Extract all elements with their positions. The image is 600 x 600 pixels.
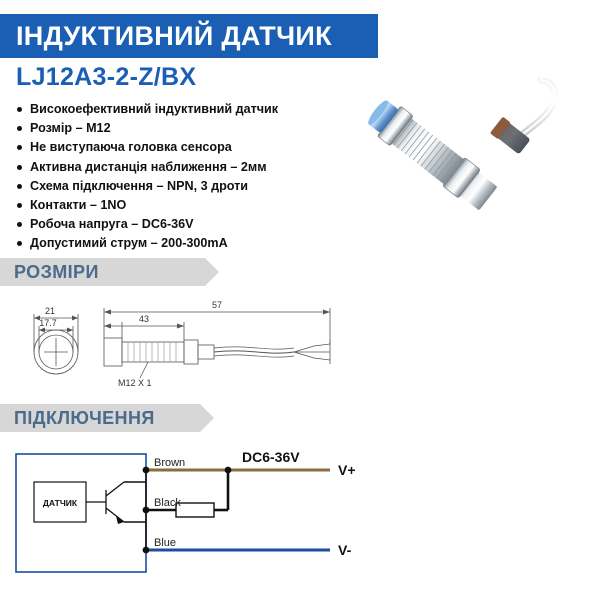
section-banner-dimensions bbox=[0, 258, 205, 286]
terminal-negative: V- bbox=[338, 542, 352, 558]
page-title: ІНДУКТИВНИЙ ДАТЧИК bbox=[16, 21, 332, 51]
banner-arrow-icon bbox=[200, 404, 214, 432]
terminal-positive: V+ bbox=[338, 462, 356, 478]
dim-body-length: 43 bbox=[138, 314, 150, 324]
dim-front-inner: 17.7 bbox=[39, 318, 57, 328]
dimensions-drawing bbox=[8, 290, 368, 400]
supply-voltage-label: DC6-36V bbox=[242, 449, 300, 465]
dim-front-width: 21 bbox=[44, 306, 56, 316]
list-item: Не виступаюча головка сенсора bbox=[14, 138, 364, 157]
model-number: LJ12A3-2-Z/BX bbox=[16, 63, 197, 91]
section-title-dimensions: РОЗМІРИ bbox=[14, 262, 99, 282]
dim-total-length: 57 bbox=[211, 300, 223, 310]
wire-label-brown: Brown bbox=[154, 457, 186, 469]
list-item: Схема підключення – NPN, 3 дроти bbox=[14, 177, 364, 196]
list-item: Робоча напруга – DC6-36V bbox=[14, 215, 364, 234]
section-banner-wiring bbox=[0, 404, 200, 432]
banner-arrow-icon bbox=[205, 258, 219, 286]
section-title-wiring: ПІДКЛЮЧЕННЯ bbox=[14, 408, 155, 428]
product-photo bbox=[345, 78, 600, 238]
list-item: Високоефективний індуктивний датчик bbox=[14, 100, 364, 119]
wiring-diagram bbox=[10, 440, 370, 590]
list-item: Активна дистанція наближення – 2мм bbox=[14, 158, 364, 177]
list-item: Розмір – M12 bbox=[14, 119, 364, 138]
list-item: Контакти – 1NO bbox=[14, 196, 364, 215]
feature-list bbox=[14, 100, 364, 254]
wire-label-blue: Blue bbox=[154, 537, 177, 549]
list-item: Допустимий струм – 200-300mA bbox=[14, 234, 364, 253]
dim-thread: M12 X 1 bbox=[118, 378, 152, 388]
wire-label-black: Black bbox=[154, 497, 181, 509]
sensor-block-label: ДАТЧИК bbox=[42, 498, 78, 508]
